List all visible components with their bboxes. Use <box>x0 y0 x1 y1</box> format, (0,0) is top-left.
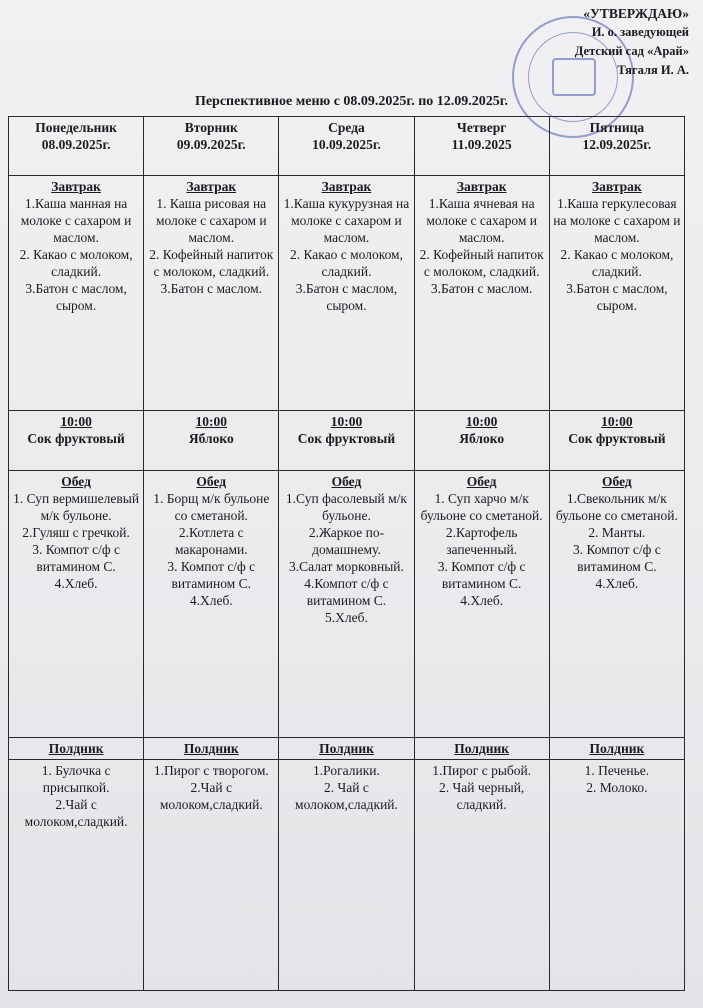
lunch-item: 1. Борщ м/к бульоне со сметаной. <box>153 491 270 523</box>
breakfast-item: 2. Какао с молоком, сладкий. <box>289 247 403 279</box>
lunch-item: 3. Компот с/ф с витамином С. <box>437 559 526 591</box>
breakfast-item: 1.Каша кукурузная на молоке с сахаром и маслом. <box>283 196 410 245</box>
snack-row <box>9 411 685 471</box>
poldnik-title: Полдник <box>589 741 645 756</box>
poldnik-header-row-cell <box>144 738 279 760</box>
poldnik-item: 2.Чай с молоком,сладкий. <box>24 797 128 829</box>
breakfast-row-cell <box>9 176 144 411</box>
breakfast-item: 3.Батон с маслом. <box>430 281 533 296</box>
breakfast-item: 2. Какао с молоком, сладкий. <box>19 247 133 279</box>
breakfast-item: 1. Каша рисовая на молоке с сахаром и маслом. <box>155 196 267 245</box>
day-name: Понедельник <box>35 120 117 135</box>
poldnik-item: 1.Пирог с рыбой. <box>432 763 532 778</box>
snack-item: Сок фруктовый <box>297 431 396 446</box>
breakfast-title: Завтрак <box>321 179 372 194</box>
approval-position: И. о. заведующей <box>591 25 689 39</box>
poldnik-row-cell <box>144 760 279 991</box>
day-date: 09.09.2025г. <box>176 137 246 152</box>
lunch-item: 3. Компот с/ф с витамином С. <box>32 542 120 574</box>
poldnik-item: 1. Булочка с присыпкой. <box>41 763 111 795</box>
lunch-title: Обед <box>602 474 632 489</box>
snack-time: 10:00 <box>330 414 363 429</box>
poldnik-item: 2. Молоко. <box>586 780 648 795</box>
lunch-item: 4.Хлеб. <box>595 576 639 591</box>
lunch-item: 4.Компот с/ф с витамином С. <box>304 576 389 608</box>
lunch-item: 1.Суп фасолевый м/к бульоне. <box>285 491 407 523</box>
poldnik-title: Полдник <box>183 741 239 756</box>
breakfast-item: 3.Батон с маслом. <box>160 281 263 296</box>
day-header-row <box>9 117 685 176</box>
snack-item: Сок фруктовый <box>27 431 125 446</box>
day-date: 08.09.2025г. <box>41 137 111 152</box>
approval-signatory: Тягаля И. А. <box>617 63 689 77</box>
lunch-item: 1. Суп харчо м/к бульоне со сметаной. <box>420 491 543 523</box>
day-header-row-cell <box>279 117 414 176</box>
breakfast-title: Завтрак <box>592 179 642 194</box>
lunch-item: 2.Гуляш с гречкой. <box>22 525 130 540</box>
poldnik-row-cell <box>549 760 684 991</box>
snack-time: 10:00 <box>195 414 228 429</box>
breakfast-row <box>9 176 685 411</box>
breakfast-row-cell <box>549 176 684 411</box>
lunch-item: 2.Котлета с макаронами. <box>174 525 248 557</box>
breakfast-item: 1.Каша геркулесовая на молоке с сахаром и маслом. <box>553 196 681 245</box>
lunch-item: 4.Хлеб. <box>189 593 233 608</box>
lunch-title: Обед <box>61 474 91 489</box>
day-date: 11.09.2025 <box>451 137 512 152</box>
lunch-item: 3.Салат морковный. <box>289 559 404 574</box>
snack-time: 10:00 <box>465 414 498 429</box>
lunch-item: 2. Манты. <box>588 525 646 540</box>
day-header-row-cell <box>549 117 684 176</box>
breakfast-item: 3.Батон с маслом, сыром. <box>25 281 127 313</box>
approval-heading: «УТВЕРЖДАЮ» <box>583 6 689 21</box>
breakfast-item: 2. Кофейный напиток с молоком, сладкий. <box>419 247 544 279</box>
breakfast-item: 3.Батон с маслом, сыром. <box>295 281 398 313</box>
snack-time: 10:00 <box>601 414 633 429</box>
breakfast-item: 1.Каша ячневая на молоке с сахаром и маслом. <box>426 196 537 245</box>
snack-row-cell <box>414 411 549 471</box>
lunch-title: Обед <box>196 474 227 489</box>
breakfast-item: 3.Батон с маслом, сыром. <box>566 281 668 313</box>
day-name: Вторник <box>184 120 238 135</box>
snack-item: Сок фруктовый <box>568 431 666 446</box>
lunch-item: 3. Компот с/ф с витамином С. <box>167 559 256 591</box>
lunch-item: 4.Хлеб. <box>460 593 504 608</box>
day-header-row-cell <box>414 117 549 176</box>
breakfast-row-cell <box>144 176 279 411</box>
lunch-item: 2.Картофель запеченный. <box>445 525 518 557</box>
lunch-item: 1.Свекольник м/к бульоне со сметаной. <box>555 491 678 523</box>
poldnik-header-row-cell <box>279 738 414 760</box>
poldnik-row-cell <box>9 760 144 991</box>
day-header-row-cell <box>144 117 279 176</box>
poldnik-row-cell <box>414 760 549 991</box>
poldnik-title: Полдник <box>319 741 374 756</box>
poldnik-item: 2.Чай с молоком,сладкий. <box>159 780 263 812</box>
lunch-item: 1. Суп вермишелевый м/к бульоне. <box>13 491 140 523</box>
lunch-row-cell <box>414 471 549 738</box>
poldnik-row-cell <box>279 760 414 991</box>
poldnik-header-row-cell <box>414 738 549 760</box>
day-name: Четверг <box>456 120 507 135</box>
poldnik-item: 2. Чай черный, сладкий. <box>439 780 525 812</box>
day-date: 10.09.2025г. <box>312 137 381 152</box>
lunch-title: Обед <box>466 474 497 489</box>
poldnik-header-row <box>9 738 685 760</box>
breakfast-title: Завтрак <box>456 179 507 194</box>
lunch-item: 2.Жаркое по-домашнему. <box>308 525 385 557</box>
poldnik-header-row-cell <box>9 738 144 760</box>
day-date: 12.09.2025г. <box>582 137 652 152</box>
breakfast-item: 2. Кофейный напиток с молоком, сладкий. <box>149 247 274 279</box>
day-name: Среда <box>328 120 365 135</box>
breakfast-row-cell <box>279 176 414 411</box>
day-name: Пятница <box>589 120 645 135</box>
snack-time: 10:00 <box>60 414 92 429</box>
poldnik-row <box>9 760 685 991</box>
poldnik-header-row-cell <box>549 738 684 760</box>
lunch-row-cell <box>9 471 144 738</box>
poldnik-item: 1.Пирог с творогом. <box>153 763 269 778</box>
lunch-row-cell <box>549 471 684 738</box>
snack-item: Яблоко <box>459 431 505 446</box>
page-title: Перспективное меню с 08.09.2025г. по 12.09.2025г. <box>194 94 509 109</box>
poldnik-item: 1.Рогалики. <box>313 763 380 778</box>
snack-row-cell <box>279 411 414 471</box>
poldnik-title: Полдник <box>48 741 104 756</box>
lunch-title: Обед <box>331 474 362 489</box>
lunch-row-cell <box>279 471 414 738</box>
snack-row-cell <box>9 411 144 471</box>
breakfast-title: Завтрак <box>186 179 237 194</box>
approval-organization: Детский сад «Арай» <box>574 44 689 58</box>
lunch-row <box>9 471 685 738</box>
snack-row-cell <box>549 411 684 471</box>
approval-block <box>489 4 689 80</box>
day-header-row-cell <box>9 117 144 176</box>
poldnik-item: 2. Чай с молоком,сладкий. <box>295 780 398 812</box>
lunch-item: 4.Хлеб. <box>54 576 98 591</box>
breakfast-item: 1.Каша манная на молоке с сахаром и маслом. <box>20 196 132 245</box>
menu-table <box>8 116 685 991</box>
snack-item: Яблоко <box>188 431 234 446</box>
breakfast-title: Завтрак <box>51 179 101 194</box>
poldnik-item: 1. Печенье. <box>584 763 650 778</box>
breakfast-item: 2. Какао с молоком, сладкий. <box>560 247 674 279</box>
breakfast-row-cell <box>414 176 549 411</box>
snack-row-cell <box>144 411 279 471</box>
lunch-item: 5.Хлеб. <box>325 610 368 625</box>
poldnik-title: Полдник <box>454 741 510 756</box>
lunch-row-cell <box>144 471 279 738</box>
lunch-item: 3. Компот с/ф с витамином С. <box>572 542 661 574</box>
